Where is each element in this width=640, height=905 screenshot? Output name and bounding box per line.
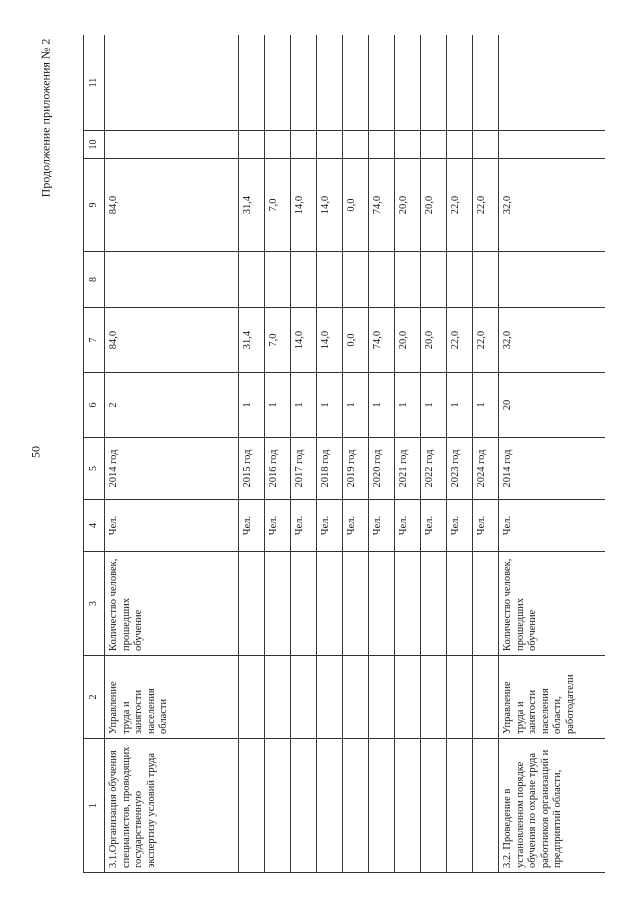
table-cell-5: 2021 год [395,438,421,500]
table-cell-11 [317,35,343,131]
table-cell-1: 3.1.Организация обучения специалистов, проводящих государственную экспертизу условий труда [105,739,239,873]
table-cell-6: 1 [447,373,473,438]
table-cell-7: 84,0 [105,308,239,373]
table-cell-11 [343,35,369,131]
table-cell-6: 1 [291,373,317,438]
table-cell-8 [343,252,369,308]
table-cell-2 [343,656,369,739]
table-row [369,35,395,873]
table-cell-10 [499,131,606,159]
table-cell-4: Чел. [395,500,421,552]
table-cell-3 [447,552,473,656]
table-cell-8 [447,252,473,308]
table-cell-9: 22,0 [447,159,473,252]
table-row [317,35,343,873]
table-cell-2 [447,656,473,739]
table-cell-10 [395,131,421,159]
table-cell-3: Количество человек, прошедших обучение [105,552,239,656]
table-cell-11 [473,35,499,131]
table-cell-6: 1 [369,373,395,438]
table-cell-4: Чел. [421,500,447,552]
table-cell-5: 2014 год [499,438,606,500]
table-cell-9: 84,0 [105,159,239,252]
table-cell-5: 2016 год [265,438,291,500]
table-cell-8 [291,252,317,308]
table-cell-1 [291,739,317,873]
col-number: 3 [84,552,105,656]
table-row [395,35,421,873]
table-cell-8 [421,252,447,308]
table-cell-1 [343,739,369,873]
table-cell-9: 20,0 [421,159,447,252]
table-cell-4: Чел. [343,500,369,552]
table-row [265,35,291,873]
table-cell-1: 3.2. Проведение в установленном порядке обучения по охране труда работников организаций и предприятий области, [499,739,606,873]
table-cell-4: Чел. [105,500,239,552]
table-cell-4: Чел. [447,500,473,552]
table-cell-11 [499,35,606,131]
table-cell-1 [239,739,265,873]
table-cell-8 [499,252,606,308]
table-row [343,35,369,873]
table-cell-2 [239,656,265,739]
table-cell-9: 20,0 [395,159,421,252]
table-cell-10 [343,131,369,159]
table-cell-2 [265,656,291,739]
table-cell-9: 14,0 [317,159,343,252]
table-cell-3 [395,552,421,656]
col-number: 4 [84,500,105,552]
table-cell-5: 2014 год [105,438,239,500]
table-cell-6: 1 [473,373,499,438]
table-cell-3 [473,552,499,656]
table-cell-1 [395,739,421,873]
table-cell-11 [105,35,239,131]
table-cell-2 [421,656,447,739]
table-row [239,35,265,873]
table-cell-11 [239,35,265,131]
program-table [83,35,605,873]
table-cell-1 [369,739,395,873]
table-cell-10 [105,131,239,159]
table-cell-4: Чел. [369,500,395,552]
table-cell-2: Управление труда и занятости населения области, работодатели [499,656,606,739]
table-cell-10 [421,131,447,159]
table-cell-11 [265,35,291,131]
table-cell-5: 2020 год [369,438,395,500]
table-cell-8 [317,252,343,308]
table-cell-11 [395,35,421,131]
table-cell-8 [265,252,291,308]
table-row [499,35,606,873]
table-row [105,35,239,873]
table-cell-1 [447,739,473,873]
col-number: 1 [84,739,105,873]
table-cell-9: 31,4 [239,159,265,252]
table-cell-1 [265,739,291,873]
table-cell-1 [317,739,343,873]
table-cell-5: 2015 год [239,438,265,500]
table-cell-2 [291,656,317,739]
table-cell-1 [421,739,447,873]
table-cell-6: 1 [265,373,291,438]
table-cell-3 [265,552,291,656]
table-cell-9: 0,0 [343,159,369,252]
table-cell-4: Чел. [239,500,265,552]
col-number: 8 [84,252,105,308]
table-cell-6: 1 [343,373,369,438]
table-cell-7: 0,0 [343,308,369,373]
table-row [473,35,499,873]
table-cell-10 [473,131,499,159]
table-row [421,35,447,873]
column-number-row [84,35,105,873]
table-cell-11 [447,35,473,131]
table-cell-11 [421,35,447,131]
table-cell-5: 2023 год [447,438,473,500]
table-cell-8 [105,252,239,308]
table-cell-9: 32,0 [499,159,606,252]
table-cell-10 [291,131,317,159]
table-cell-5: 2024 год [473,438,499,500]
col-number: 11 [84,35,105,131]
col-number: 5 [84,438,105,500]
col-number: 10 [84,131,105,159]
table-cell-7: 7,0 [265,308,291,373]
table-cell-11 [291,35,317,131]
table-cell-7: 32,0 [499,308,606,373]
table-cell-7: 22,0 [473,308,499,373]
table-cell-9: 7,0 [265,159,291,252]
table-cell-10 [239,131,265,159]
table-cell-7: 14,0 [317,308,343,373]
table-cell-2: Управление труда и занятости населения области [105,656,239,739]
table-cell-6: 1 [395,373,421,438]
table-cell-5: 2019 год [343,438,369,500]
table-cell-10 [265,131,291,159]
table-cell-7: 31,4 [239,308,265,373]
table-cell-2 [369,656,395,739]
table-cell-5: 2022 год [421,438,447,500]
table-cell-9: 74,0 [369,159,395,252]
table-cell-6: 1 [239,373,265,438]
table-cell-7: 20,0 [421,308,447,373]
table-cell-6: 20 [499,373,606,438]
page-number: 50 [28,446,43,458]
table-cell-7: 74,0 [369,308,395,373]
table-cell-9: 22,0 [473,159,499,252]
table-cell-2 [395,656,421,739]
table-cell-7: 22,0 [447,308,473,373]
table-cell-6: 1 [421,373,447,438]
table-cell-8 [369,252,395,308]
table-cell-3 [239,552,265,656]
table-cell-4: Чел. [291,500,317,552]
table-cell-6: 2 [105,373,239,438]
table-row [291,35,317,873]
table-cell-3 [421,552,447,656]
table-cell-4: Чел. [473,500,499,552]
table-cell-5: 2018 год [317,438,343,500]
table-cell-8 [395,252,421,308]
table-body [84,35,606,873]
table-cell-3 [369,552,395,656]
table-cell-3 [317,552,343,656]
col-number: 7 [84,308,105,373]
table-cell-5: 2017 год [291,438,317,500]
table-cell-4: Чел. [499,500,606,552]
table-row [447,35,473,873]
table-cell-2 [473,656,499,739]
table-cell-4: Чел. [265,500,291,552]
table-cell-10 [369,131,395,159]
table-cell-3: Количество человек, прошедших обучение [499,552,606,656]
table-cell-3 [291,552,317,656]
table-cell-9: 14,0 [291,159,317,252]
table-cell-10 [317,131,343,159]
table-wrapper [83,35,605,873]
table-cell-2 [317,656,343,739]
table-cell-7: 20,0 [395,308,421,373]
table-cell-6: 1 [317,373,343,438]
continuation-label: Продолжение приложения № 2 [38,38,53,198]
table-cell-1 [473,739,499,873]
table-cell-7: 14,0 [291,308,317,373]
col-number: 9 [84,159,105,252]
table-cell-10 [447,131,473,159]
col-number: 2 [84,656,105,739]
table-cell-3 [343,552,369,656]
table-cell-4: Чел. [317,500,343,552]
table-cell-8 [239,252,265,308]
table-cell-11 [369,35,395,131]
col-number: 6 [84,373,105,438]
table-cell-8 [473,252,499,308]
